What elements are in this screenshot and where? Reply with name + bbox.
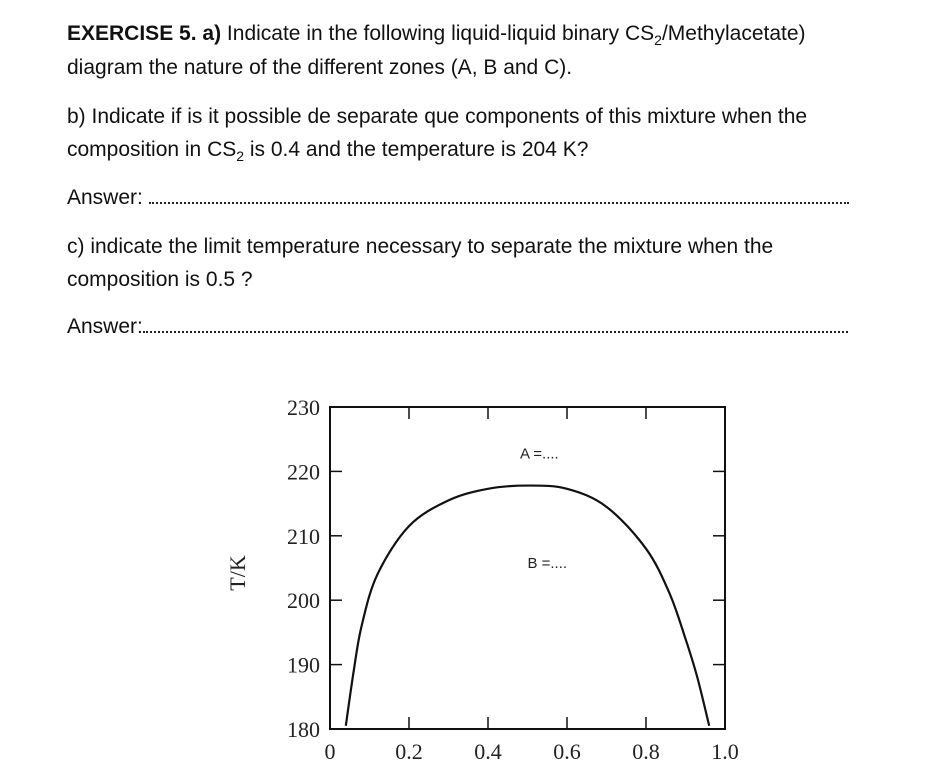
- zone-b-label: B =....: [527, 555, 568, 572]
- part-a-text-end: /Methylacetate): [661, 22, 806, 45]
- y-tick-label: 210: [287, 523, 320, 549]
- part-b-text: composition in CS: [67, 138, 237, 161]
- answer-1-label: Answer:: [67, 186, 149, 209]
- part-b-line-1: b) Indicate if is it possible de separate que components of this mixture when the: [67, 105, 808, 128]
- part-b-text-end: is 0.4 and the temperature is 204 K?: [244, 138, 589, 161]
- answer-2-label: Answer:: [67, 315, 143, 338]
- part-c-line-2: composition is 0.5 ?: [67, 268, 253, 291]
- part-b-subscript: 2: [236, 148, 245, 165]
- x-tick-label: 0.4: [474, 739, 502, 764]
- y-tick-label: 230: [287, 395, 320, 420]
- part-a-marker: a): [202, 22, 222, 45]
- zone-annotations: [520, 446, 567, 572]
- part-a-text: Indicate in the following liquid-liquid binary CS: [221, 22, 655, 45]
- exercise-heading: EXERCISE 5.: [67, 22, 197, 45]
- x-tick-label: 1.0: [711, 739, 739, 764]
- y-tick-label: 190: [287, 652, 320, 678]
- y-axis-label: T/K: [225, 555, 250, 591]
- x-tick-label: 0.6: [553, 739, 581, 764]
- x-tick-label: 0: [324, 739, 336, 764]
- coexistence-curve: [346, 486, 709, 726]
- y-tick-label: 220: [287, 459, 320, 485]
- part-c-line-1: c) indicate the limit temperature necessary to separate the mixture when the: [67, 235, 774, 258]
- x-tick-label: 0.2: [395, 739, 423, 764]
- x-tick-label: 0.8: [632, 739, 660, 764]
- y-tick-label: 180: [287, 717, 320, 742]
- zone-a-label: A =....: [519, 445, 559, 463]
- axis-tick-labels: [287, 395, 739, 764]
- y-tick-label: 200: [287, 588, 320, 614]
- part-a-line-2: diagram the nature of the different zones (A, B and C).: [67, 56, 573, 79]
- part-a-subscript: 2: [654, 32, 662, 49]
